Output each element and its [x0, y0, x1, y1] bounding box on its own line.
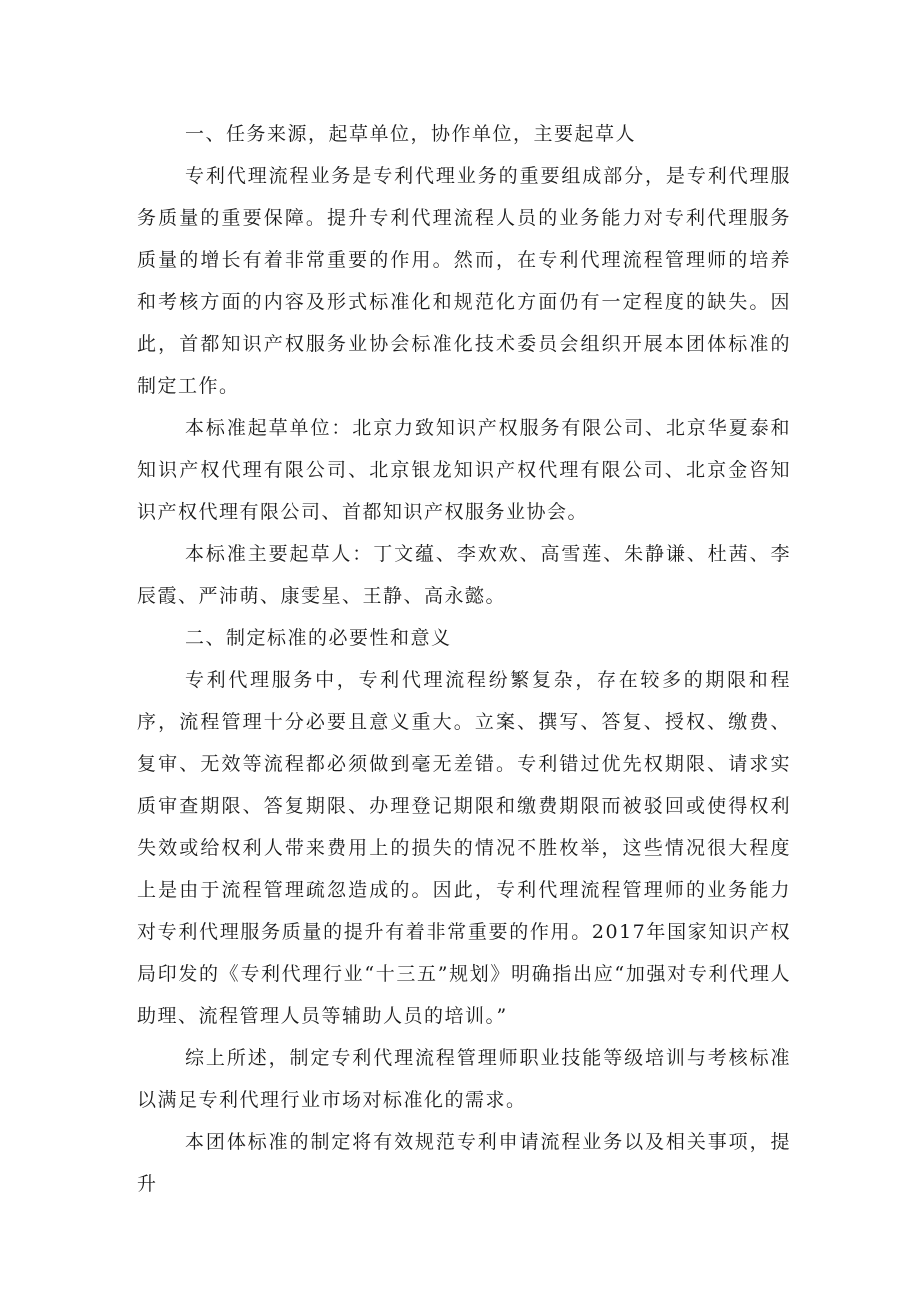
paragraph-drafting-units: 本标准起草单位：北京力致知识产权服务有限公司、北京华夏泰和知识产权代理有限公司、北京银龙知识产权代理有限公司、北京金咨知识产权代理有限公司、首都知识产权服务业协会。 — [137, 417, 791, 523]
paragraph-background: 专利代理流程业务是专利代理业务的重要组成部分，是专利代理服务质量的重要保障。提升专利代理流程人员的业务能力对专利代理服务质量的增长有着非常重要的作用。然而，在专利代理流程管理师的培养和考核方面的内容及形式标准化和规范化方面仍有一定程度的缺失。因此，首都知识产权服务业协会标准化技术委员会组织开展本团体标准的制定工作。 — [137, 165, 791, 397]
document-body — [137, 113, 791, 1205]
section-heading-necessity: 二、制定标准的必要性和意义 — [185, 627, 452, 649]
paragraph-standard-effect: 本团体标准的制定将有效规范专利申请流程业务以及相关事项，提升 — [137, 1131, 791, 1195]
paragraph-summary: 综上所述，制定专利代理流程管理师职业技能等级培训与考核标准以满足专利代理行业市场对标准化的需求。 — [137, 1047, 791, 1111]
paragraph-main-drafters: 本标准主要起草人：丁文蕴、李欢欢、高雪莲、朱静谦、杜茜、李辰霞、严沛萌、康雯星、王静、高永懿。 — [137, 543, 791, 607]
section-heading-task-source: 一、任务来源，起草单位，协作单位，主要起草人 — [185, 123, 637, 145]
paragraph-necessity-detail: 专利代理服务中，专利代理流程纷繁复杂，存在较多的期限和程序，流程管理十分必要且意义重大。立案、撰写、答复、授权、缴费、复审、无效等流程都必须做到毫无差错。专利错过优先权期限、请求实质审查期限、答复期限、办理登记期限和缴费期限而被驳回或使得权利失效或给权利人带来费用上的损失的情况不胜枚举，这些情况很大程度上是由于流程管理疏忽造成的。因此，专利代理流程管理师的业务能力对专利代理服务质量的提升有着非常重要的作用。2017年国家知识产权局印发的《专利代理行业“十三五”规划》明确指出应“加强对专利代理人助理、流程管理人员等辅助人员的培训。” — [137, 669, 791, 1027]
